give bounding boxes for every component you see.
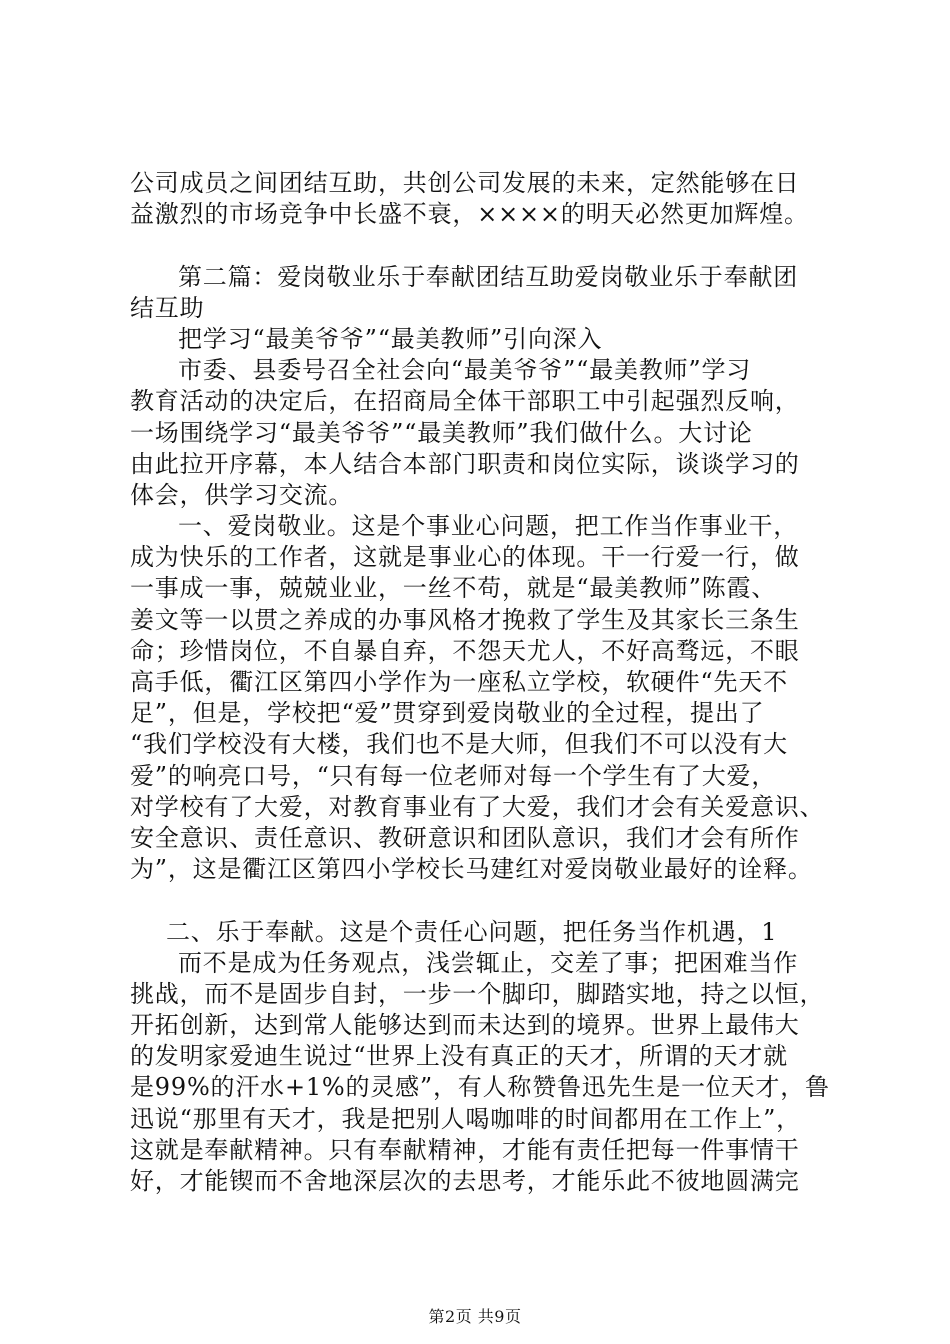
document-body: [130, 168, 850, 1197]
paragraph-dedication: [130, 511, 850, 885]
text-line: 益激烈的市场竞争中长盛不衰，××××的明天必然更加辉煌。: [130, 200, 809, 229]
text-line: 好，才能锲而不舍地深层次的去思考，才能乐此不彼地圆满完: [130, 1167, 800, 1195]
text-line: 挑战，而不是固步自封，一步一个脚印，脚踏实地，持之以恒，: [130, 979, 825, 1008]
text-line: 的发明家爱迪生说过“世界上没有真正的天才，所谓的天才就: [130, 1042, 788, 1071]
text-line: 足”，但是，学校把“爱”贯穿到爱岗敬业的全过程，提出了: [130, 699, 765, 728]
text-line: 成为快乐的工作者，这就是事业心的体现。干一行爱一行，做: [130, 543, 800, 572]
text-line: 二、乐于奉献。这是个责任心问题，把任务当作机遇，1: [166, 917, 778, 946]
text-line: 教育活动的决定后，在招商局全体干部职工中引起强烈反响，: [130, 387, 800, 416]
section-title: [130, 262, 850, 324]
text-line: 市委、县委号召全社会向“最美爷爷”“最美教师”学习: [178, 356, 752, 385]
section-title-line: 第二篇：爱岗敬业乐于奉献团结互助爱岗敬业乐于奉献团: [178, 262, 798, 291]
text-line: 对学校有了大爱，对教育事业有了大爱，我们才会有关爱意识、: [130, 792, 825, 821]
text-line: 爱”的响亮口号，“只有每一位老师对每一个学生有了大爱，: [130, 761, 777, 790]
paragraph-gap: [130, 885, 850, 916]
text-line: “我们学校没有大楼，我们也不是大师，但我们不可以没有大: [130, 730, 788, 759]
paragraph-gap: [130, 230, 850, 261]
closing-paragraph: [130, 168, 850, 230]
text-line: 而不是成为任务观点，浅尝辄止，交差了事；把困难当作: [178, 948, 798, 977]
text-line: 迅说“那里有天才，我是把别人喝咖啡的时间都用在工作上”，: [130, 1104, 801, 1133]
text-line: 开拓创新，达到常人能够达到而未达到的境界。世界上最伟大: [130, 1011, 800, 1040]
page-footer: 第2页 共9页: [428, 1307, 522, 1326]
text-line: 一事成一事，兢兢业业，一丝不苟，就是“最美教师”陈霞、: [130, 574, 777, 603]
text-line: 由此拉开序幕，本人结合本部门职责和岗位实际，谈谈学习的: [130, 449, 800, 478]
text-line: 安全意识、责任意识、教研意识和团队意识，我们才会有所作: [130, 823, 800, 852]
text-line: 体会，供学习交流。: [130, 480, 354, 509]
text-line: 公司成员之间团结互助，共创公司发展的未来，定然能够在日: [130, 169, 800, 197]
article-subtitle: 把学习“最美爷爷”“最美教师”引向深入: [178, 324, 603, 353]
intro-paragraph: [130, 355, 850, 511]
section-title-line: 结互助: [130, 293, 205, 322]
text-line: 一场围绕学习“最美爷爷”“最美教师”我们做什么。大讨论: [130, 418, 753, 447]
text-line: 一、爱岗敬业。这是个事业心问题，把工作当作事业干，: [178, 512, 798, 541]
text-line: 这就是奉献精神。只有奉献精神，才能有责任把每一件事情干: [130, 1135, 800, 1164]
text-line: 高手低，衢江区第四小学作为一座私立学校，软硬件“先天不: [130, 668, 788, 696]
text-line: 命；珍惜岗位，不自暴自弃，不怨天尤人，不好高骛远，不眼: [130, 636, 800, 665]
text-line: 为”，这是衢江区第四小学校长马建红对爱岗敬业最好的诠释。: [130, 855, 813, 884]
text-line: 姜文等一以贯之养成的办事风格才挽救了学生及其家长三条生: [130, 605, 800, 634]
paragraph-devotion: [130, 917, 850, 1198]
text-line: 是99%的汗水+1%的灵感”，有人称赞鲁迅先生是一位天才，鲁: [130, 1073, 830, 1102]
